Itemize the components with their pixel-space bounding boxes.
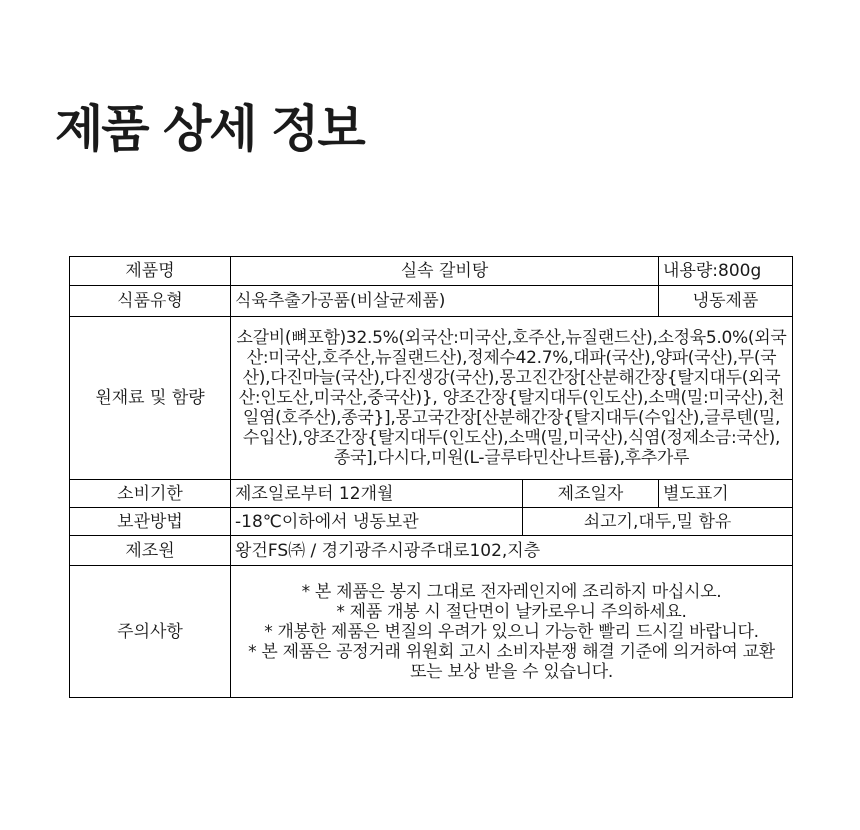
caution-line: 또는 보상 받을 수 있습니다. [410, 661, 613, 682]
row-food-type [70, 286, 793, 317]
storage-value: -18℃이하에서 냉동보관 [231, 508, 523, 536]
net-weight: 내용량:800g [659, 257, 793, 286]
manufacturer-value: 왕건FS㈜ / 경기광주시광주대로102,지층 [231, 536, 793, 566]
caution-line: * 본 제품은 공정거래 위원회 고시 소비자분쟁 해결 기준에 의거하여 교환 [248, 641, 775, 662]
row-expiry [70, 480, 793, 508]
caution-notes [231, 566, 793, 698]
caution-line: * 제품 개봉 시 절단면이 날카로우니 주의하세요. [336, 601, 687, 622]
row-product-name [70, 257, 793, 286]
frozen-label: 냉동제품 [659, 286, 793, 317]
expiry-label: 소비기한 [70, 480, 231, 508]
caution-label: 주의사항 [70, 566, 231, 698]
product-name-label: 제품명 [70, 257, 231, 286]
caution-line: * 본 제품은 봉지 그대로 전자레인지에 조리하지 마십시오. [301, 581, 722, 602]
row-manufacturer [70, 536, 793, 566]
allergen-info: 쇠고기,대두,밀 함유 [523, 508, 793, 536]
expiry-value: 제조일로부터 12개월 [231, 480, 523, 508]
caution-line: * 개봉한 제품은 변질의 우려가 있으니 가능한 빨리 드시길 바랍니다. [264, 621, 759, 642]
manufacture-date-value: 별도표기 [659, 480, 793, 508]
row-ingredients [70, 317, 793, 480]
food-type-value: 식육추출가공품(비살균제품) [231, 286, 659, 317]
row-caution [70, 566, 793, 698]
food-type-label: 식품유형 [70, 286, 231, 317]
manufacture-date-label: 제조일자 [523, 480, 659, 508]
product-info-table [69, 256, 793, 698]
ingredients-label: 원재료 및 함량 [70, 317, 231, 480]
storage-label: 보관방법 [70, 508, 231, 536]
manufacturer-label: 제조원 [70, 536, 231, 566]
row-storage [70, 508, 793, 536]
ingredients-value: 소갈비(뼈포함)32.5%(외국산:미국산,호주산,뉴질랜드산),소정육5.0%(외국산:미국산,호주산,뉴질랜드산),정제수42.7%,대파(국산),양파(국산),무(국산),다진마늘(국산),다진생강(국산),몽고진간장[산분해간장{탈지대두(외국산:인도산,미국산,중국산)}, 양조간장{탈지대두(인도산),소맥(밀:미국산),천일염(호주산),종국}],몽고국간장[산분해간장{탈지대두(수입산),글루텐(밀,수입산),양조간장{탈지대두(인도산),소맥(밀,미국산),식염(정제소금:국산),종국],다시다,미원(L-글루타민산나트륨),후추가루 [231, 317, 793, 480]
page-title: 제품 상세 정보 [55, 100, 364, 158]
product-name-value: 실속 갈비탕 [231, 257, 659, 286]
